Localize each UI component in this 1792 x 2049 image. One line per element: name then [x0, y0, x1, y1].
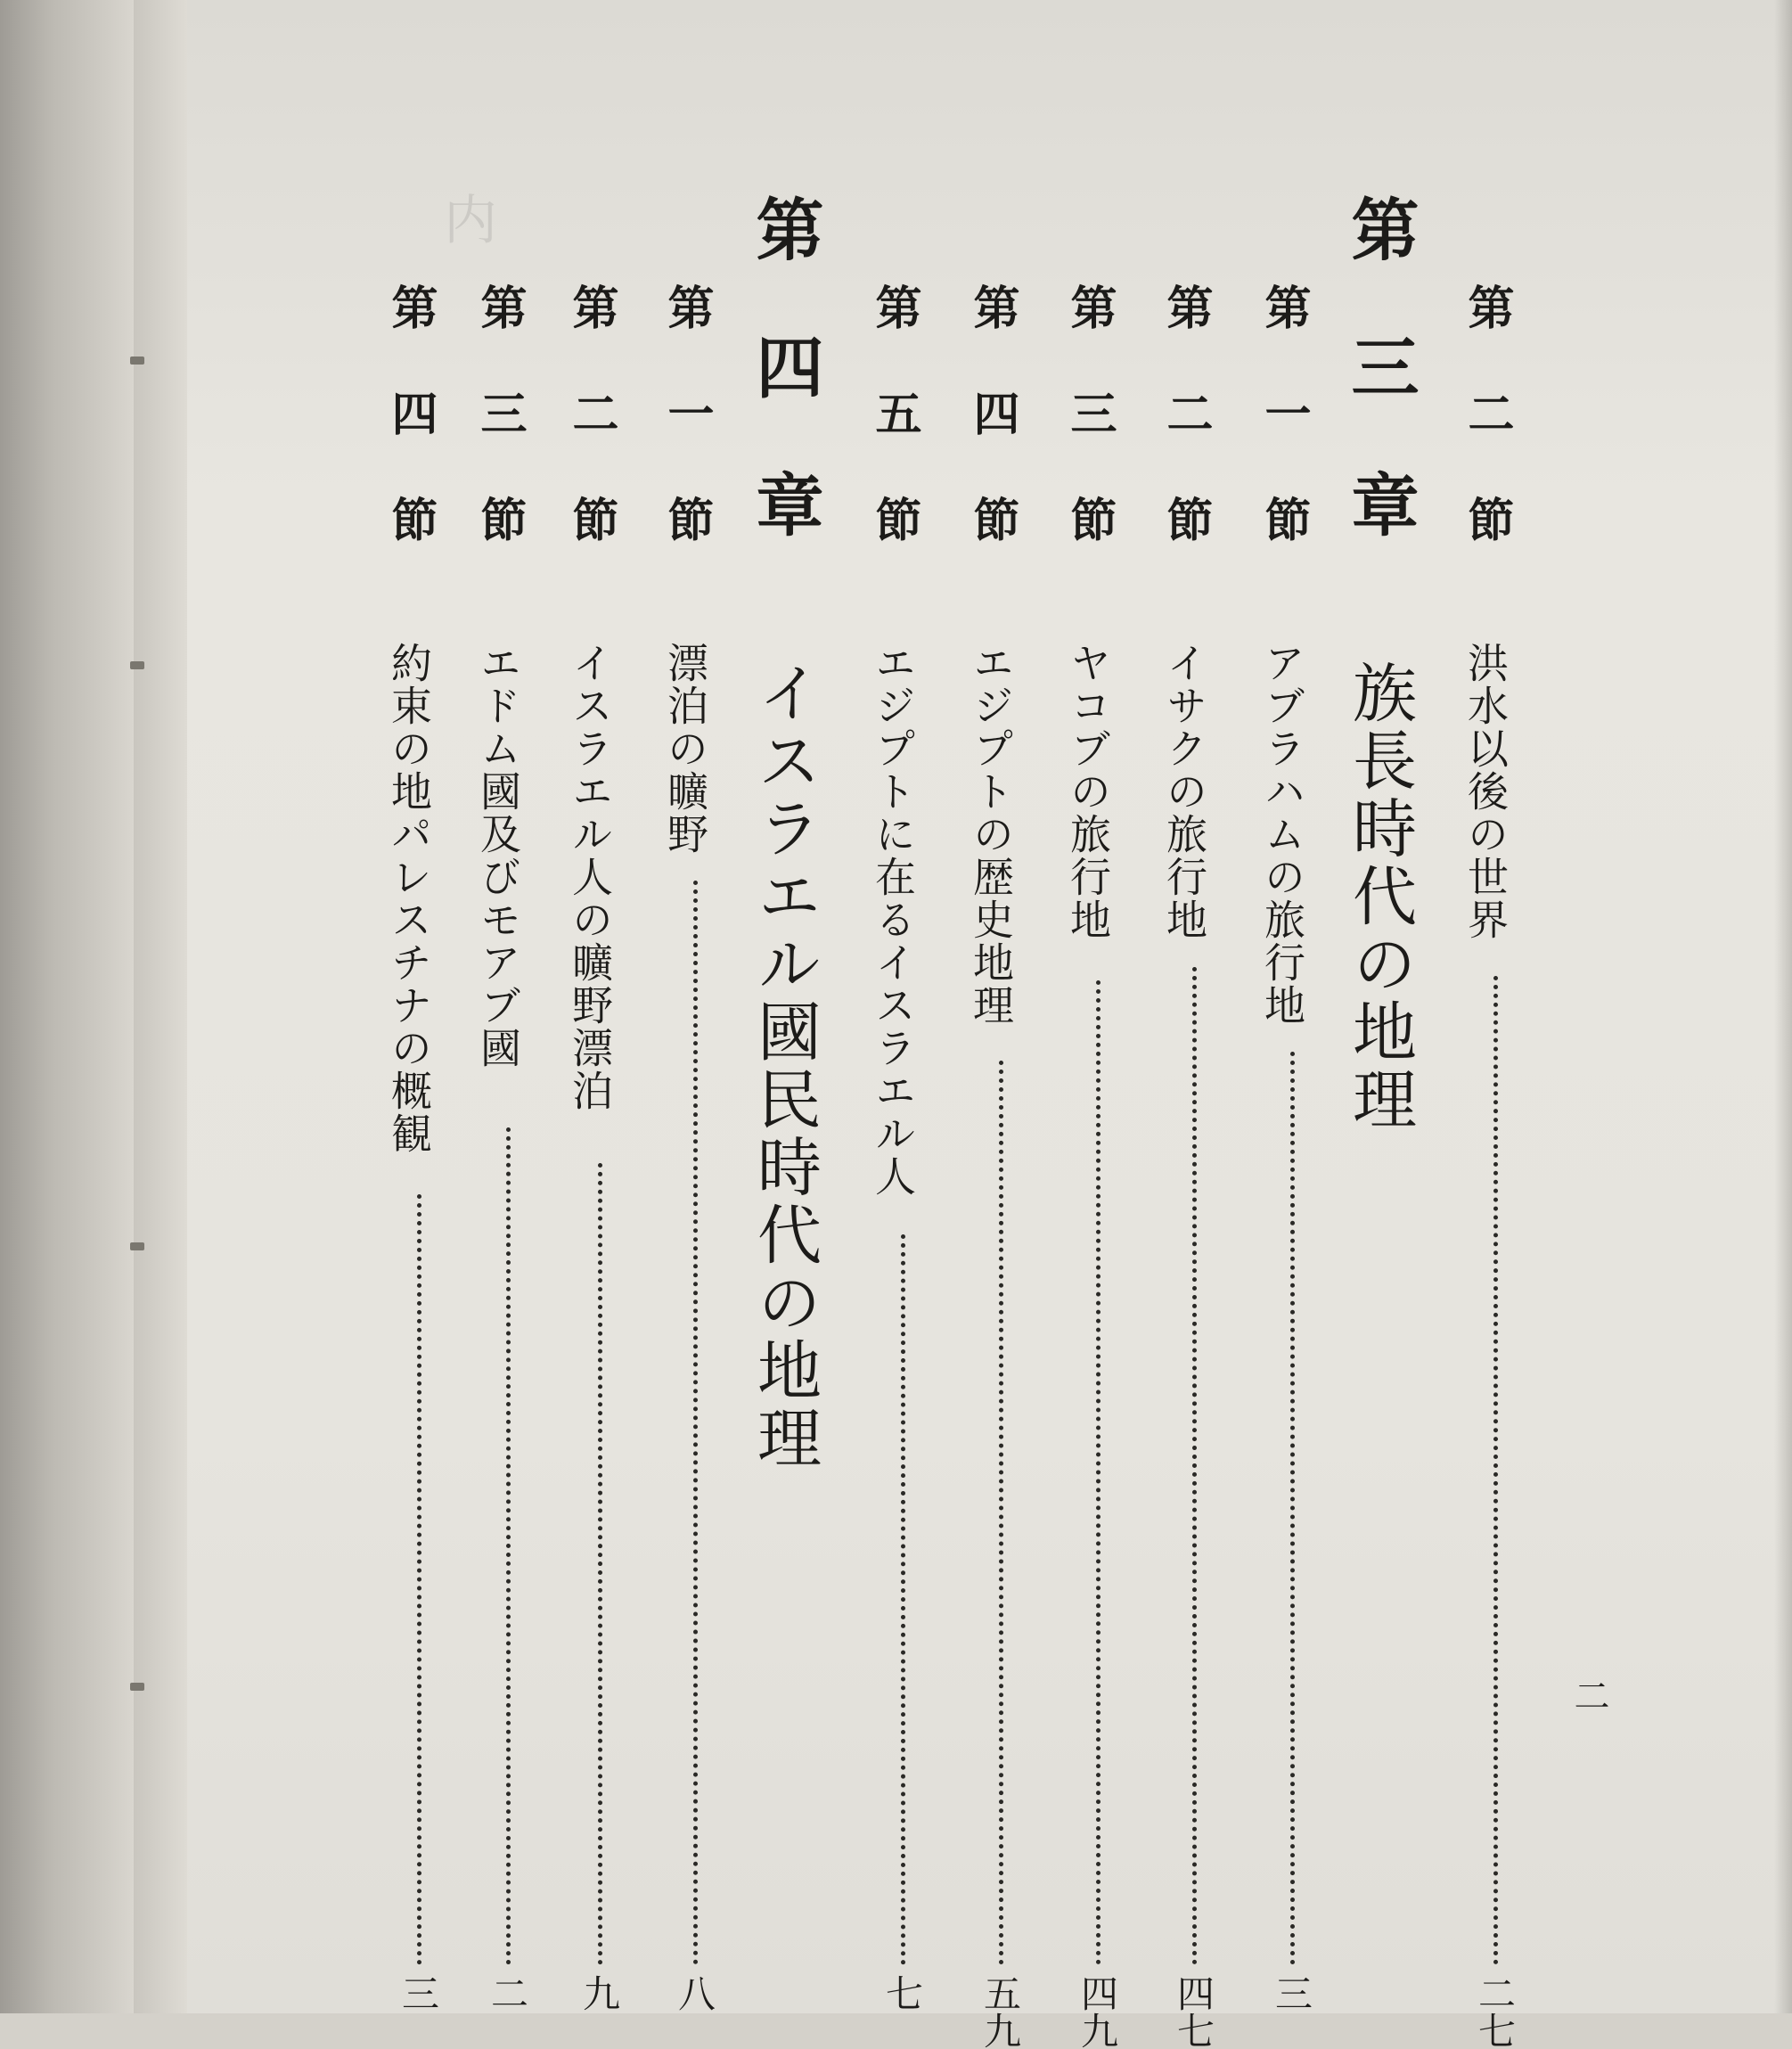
binding-stitch — [130, 1683, 144, 1691]
show-through-marks: 内 — [435, 192, 497, 245]
section-title: エドム國及びモアブ國 — [474, 642, 522, 1070]
dot-leader — [693, 881, 698, 1965]
section-title: イスラエル人の曠野漂泊 — [566, 642, 614, 1112]
chapter-title: 族長時代の地理 — [1342, 660, 1417, 1134]
page-reference: 五九 — [978, 1974, 1022, 2049]
dot-leader — [1493, 976, 1498, 1965]
chapter-label: 第三章 — [1340, 194, 1420, 537]
section-label: 第二節 — [1158, 283, 1212, 542]
section-title: アブラハムの旅行地 — [1258, 642, 1306, 1027]
dot-leader — [901, 1234, 905, 1965]
binding-gutter — [134, 0, 187, 2013]
page-reference: 三 — [1270, 1974, 1313, 2012]
chapter-label: 第四章 — [745, 194, 824, 537]
section-title: 約束の地パレスチナの概観 — [385, 642, 433, 1155]
section-label: 第四節 — [383, 283, 437, 542]
page-reference: 八 — [673, 1974, 716, 2012]
section-title: ヤコブの旅行地 — [1064, 642, 1112, 941]
page-reference: 三 — [397, 1974, 440, 2012]
section-title: エジプトの歴史地理 — [967, 642, 1015, 1027]
page-reference: 七 — [880, 1974, 924, 2012]
section-label: 第一節 — [1256, 283, 1310, 542]
page-edge-shadow — [1774, 0, 1792, 2013]
dot-leader — [598, 1163, 602, 1965]
page-reference: 二七 — [1473, 1974, 1517, 2049]
dot-leader — [1192, 967, 1197, 1965]
page-reference: 二 — [486, 1974, 529, 2012]
section-label: 第四節 — [965, 283, 1019, 542]
dot-leader — [1096, 980, 1101, 1965]
page-reference: 四九 — [1076, 1974, 1119, 2049]
adjacent-page-edge — [0, 0, 134, 2013]
dot-leader — [417, 1194, 421, 1965]
chapter-title: イスラエル國民時代の地理 — [747, 660, 822, 1472]
section-title: イサクの旅行地 — [1160, 642, 1208, 941]
binding-stitch — [130, 661, 144, 669]
section-label: 第三節 — [1062, 283, 1116, 542]
section-title: 洪水以後の世界 — [1461, 642, 1510, 941]
section-label: 第五節 — [867, 283, 921, 542]
page-number: 二 — [1568, 1677, 1609, 1713]
binding-stitch — [130, 1242, 144, 1250]
page-reference: 四七 — [1172, 1974, 1215, 2049]
dot-leader — [1290, 1052, 1295, 1965]
dot-leader — [999, 1061, 1003, 1965]
page-reference: 九 — [577, 1974, 621, 2012]
section-label: 第二節 — [1460, 283, 1513, 542]
section-label: 第三節 — [472, 283, 526, 542]
section-title: 漂泊の曠野 — [661, 642, 709, 856]
binding-stitch — [130, 357, 144, 365]
dot-leader — [506, 1127, 511, 1965]
section-label: 第一節 — [659, 283, 713, 542]
section-label: 第二節 — [564, 283, 618, 542]
section-title: エジプトに在るイスラエル人 — [869, 642, 917, 1198]
